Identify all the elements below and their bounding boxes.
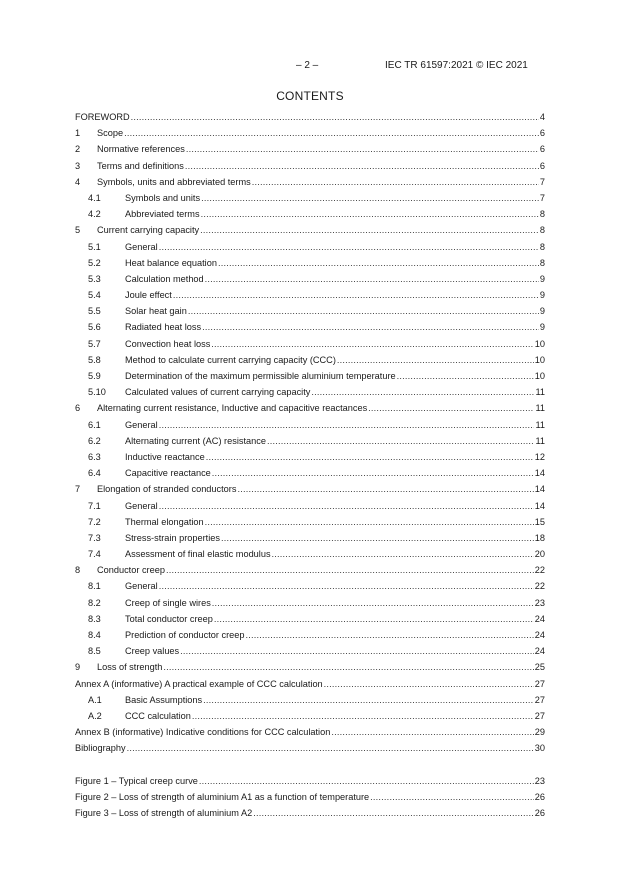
toc-entry-number: 8.2 [88,597,101,608]
toc-entry[interactable] [75,662,545,678]
dot-leader [212,598,534,608]
toc-entry-title: Creep of single wires [125,597,211,608]
toc-entry[interactable] [75,517,545,533]
toc-entry-number: 8.1 [88,581,101,592]
dot-leader [200,225,539,235]
toc-entry-number: 5.10 [88,387,106,398]
figure-entry-title: Figure 1 – Typical creep curve [75,775,198,786]
toc-entry-title: Annex B (informative) Indicative conditions for CCC calculation [75,727,331,738]
dot-leader [368,403,534,413]
toc-entry-title: Annex A (informative) A practical example of CCC calculation [75,678,323,689]
toc-entry-title: Heat balance equation [125,257,217,268]
toc-entry-number: 8.4 [88,630,101,640]
toc-entry-title: Abbreviated terms [125,209,200,220]
toc-entry[interactable] [75,258,545,274]
toc-entry[interactable] [75,743,545,759]
toc-entry[interactable] [75,533,545,549]
toc-entry[interactable] [75,695,545,711]
dot-leader [212,468,534,478]
toc-entry[interactable] [75,711,545,727]
toc-entry-page: 15 [534,516,545,527]
toc-entry[interactable] [75,436,545,452]
toc-entry-page: 18 [534,532,545,543]
toc-entry-number: 5.7 [88,338,101,349]
toc-entry-title: Total conductor creep [125,613,213,624]
toc-entry-number: 5.2 [88,257,101,268]
page-number: – 2 – [296,60,319,71]
dot-leader [159,242,539,252]
toc-entry-number: 5.8 [88,354,101,365]
dot-leader [163,662,533,672]
dot-leader [397,371,534,381]
dot-leader [201,193,539,203]
dot-leader [272,549,534,559]
toc-entry-number: 6.2 [88,435,101,446]
toc-entry[interactable] [75,112,545,128]
toc-entry-number: 4.2 [88,209,101,220]
toc-entry-title: General [125,581,158,592]
toc-entry[interactable] [75,727,545,743]
dot-leader [186,144,539,154]
dot-leader [159,581,534,591]
toc-entry-title: Conductor creep [97,565,165,576]
toc-entry-title: Convection heat loss [125,338,211,349]
toc-entry[interactable] [75,581,545,597]
toc-entry-title: FOREWORD [75,112,130,122]
toc-entry[interactable] [75,549,545,565]
toc-entry-number: A.2 [88,710,102,721]
toc-entry-title: Capacitive reactance [125,468,211,479]
toc-entry-title: Current carrying capacity [97,225,200,236]
toc-entry-page: 10 [534,354,545,365]
toc-entry[interactable] [75,630,545,646]
toc-entry-number: 5.4 [88,290,101,301]
toc-entry-title: Thermal elongation [125,516,204,527]
toc-entry-number: 8.5 [88,646,101,657]
toc-entry-number: 6.4 [88,468,101,479]
dot-leader [127,743,534,753]
toc-entry-title: Creep values [125,646,180,657]
figure-entry-page: 26 [534,807,545,818]
dot-leader [206,452,534,462]
toc-entry-title: Elongation of stranded conductors [97,484,237,495]
toc-entry-page: 24 [534,613,545,624]
toc-entry-number: 7.2 [88,516,101,527]
toc-entry-page: 4 [539,112,545,122]
toc-entry[interactable] [75,161,545,177]
toc-entry-page: 11 [535,435,545,446]
dot-leader [202,322,539,332]
toc-entry[interactable] [75,242,545,258]
toc-entry-title: CCC calculation [125,710,191,721]
toc-entry-number: 7.3 [88,532,101,543]
toc-entry-number: 7.1 [88,500,101,511]
toc-entry-page: 10 [534,338,545,349]
toc-entry-number: 1 [75,128,81,139]
toc-entry-page: 6 [539,128,545,139]
dot-leader [211,339,533,349]
toc-entry-page: 7 [539,192,545,203]
dot-leader [201,209,539,219]
toc-entry[interactable] [75,501,545,517]
toc-entry-title: Alternating current resistance, Inductive and capacitive reactances [97,403,368,414]
toc-entry-title: Bibliography [75,743,126,754]
toc-entry-page: 27 [534,710,545,721]
toc-entry[interactable] [75,177,545,193]
toc-entry[interactable] [75,355,545,371]
toc-entry-title: Loss of strength [97,662,163,673]
toc-entry-page: 12 [534,451,545,462]
toc-entry-page: 6 [539,144,545,155]
toc-entry-title: Prediction of conductor creep [125,630,245,640]
dot-leader [237,484,533,494]
toc-entry-number: 4 [75,176,81,187]
toc-entry[interactable] [75,387,545,403]
dot-leader [166,565,534,575]
figure-entry[interactable] [75,776,545,792]
toc-entry-page: 8 [539,225,545,236]
dot-leader [252,177,539,187]
toc-entry-title: Inductive reactance [125,451,205,462]
toc-entry-title: Joule effect [125,290,172,301]
toc-entry-number: 5.6 [88,322,101,333]
toc-entry[interactable] [75,371,545,387]
toc-entry-title: Basic Assumptions [125,694,203,705]
dot-leader [331,727,533,737]
dot-leader [311,387,534,397]
toc-entry[interactable] [75,339,545,355]
dot-leader [370,792,534,802]
dot-leader [246,630,534,640]
toc-entry-number: 3 [75,160,81,171]
toc-entry-page: 9 [539,273,545,284]
toc-entry-number: 5.5 [88,306,101,317]
toc-entry-page: 22 [534,565,545,576]
toc-entry-number: 6.3 [88,451,101,462]
toc-entry-page: 23 [534,597,545,608]
toc-entry[interactable] [75,420,545,436]
toc-entry-number: 5.1 [88,241,101,252]
toc-entry-page: 25 [534,662,545,673]
toc-entry-page: 30 [534,743,545,754]
toc-entry-title: Scope [97,128,124,139]
dot-leader [203,695,534,705]
toc-entry-page: 11 [535,387,545,398]
dot-leader [124,128,539,138]
toc-entry-number: 7 [75,484,81,495]
toc-entry-title: Calculated values of current carrying capacity [125,387,311,398]
document-reference: IEC TR 61597:2021 © IEC 2021 [385,60,528,71]
toc-entry-title: General [125,419,158,430]
toc-entry-title: Radiated heat loss [125,322,202,333]
toc-entry-number: A.1 [88,694,102,705]
toc-entry[interactable] [75,274,545,290]
toc-entry[interactable] [75,484,545,500]
toc-entry[interactable] [75,225,545,241]
toc-entry-number: 7.4 [88,549,101,560]
toc-entry-title: Symbols and units [125,192,201,203]
figure-entry[interactable] [75,808,545,824]
toc-entry[interactable] [75,322,545,338]
toc-entry-page: 14 [534,500,545,511]
toc-entry[interactable] [75,290,545,306]
toc-entry-page: 14 [534,484,545,495]
figure-entry[interactable] [75,792,545,808]
toc-entry-title: Terms and definitions [97,160,184,171]
toc-entry-number: 5.3 [88,273,101,284]
toc-entry[interactable] [75,306,545,322]
toc-entry-page: 22 [534,581,545,592]
toc-entry-title: General [125,500,158,511]
toc-entry[interactable] [75,565,545,581]
toc-entry-number: 8 [75,565,81,576]
toc-entry-title: Solar heat gain [125,306,187,317]
dot-leader [324,679,534,689]
toc-entry-number: 9 [75,662,81,673]
dot-leader [205,274,539,284]
dot-leader [192,711,534,721]
toc-entry[interactable] [75,679,545,695]
toc-entry[interactable] [75,144,545,160]
dot-leader [205,517,534,527]
dot-leader [131,112,539,122]
toc-entry-title: Alternating current (AC) resistance [125,435,266,446]
toc-entry-page: 24 [534,646,545,657]
toc-entry-title: Determination of the maximum permissible aluminium temperature [125,371,396,381]
toc-entry-page: 8 [539,241,545,252]
toc-entry-page: 29 [534,727,545,738]
toc-entry[interactable] [75,614,545,630]
toc-entry-page: 20 [534,549,545,560]
toc-entry[interactable] [75,452,545,468]
toc-entry[interactable] [75,598,545,614]
dot-leader [159,501,534,511]
figure-entry-page: 26 [534,791,545,802]
dot-leader [267,436,535,446]
toc-entry-page: 9 [539,306,545,317]
toc-entry-title: General [125,241,158,252]
toc-entry-title: Calculation method [125,273,204,284]
dot-leader [218,258,539,268]
dot-leader [253,808,534,818]
toc-entry[interactable] [75,468,545,484]
toc-entry-title: Assessment of final elastic modulus [125,549,271,560]
dot-leader [199,776,534,786]
toc-entry-title: Method to calculate current carrying capacity (CCC) [125,354,336,365]
toc-entry-title: Stress-strain properties [125,532,220,543]
dot-leader [185,161,539,171]
toc-entry-page: 11 [535,403,545,414]
toc-entry-page: 7 [539,176,545,187]
toc-entry-number: 5 [75,225,81,236]
dot-leader [159,420,535,430]
toc-entry[interactable] [75,646,545,662]
toc-entry[interactable] [75,128,545,144]
dot-leader [180,646,534,656]
toc-entry-page: 9 [539,290,545,301]
toc-entry-page: 9 [539,322,545,333]
toc-entry[interactable] [75,403,545,419]
toc-entry-number: 2 [75,144,81,155]
toc-entry-number: 6.1 [88,419,101,430]
toc-entry[interactable] [75,193,545,209]
toc-entry-title: Normative references [97,144,185,155]
toc-entry-page: 8 [539,209,545,220]
figure-entry-page: 23 [534,775,545,786]
dot-leader [188,306,539,316]
toc-entry[interactable] [75,209,545,225]
toc-entry-page: 6 [539,160,545,171]
dot-leader [173,290,539,300]
toc-entry-number: 8.3 [88,613,101,624]
dot-leader [221,533,534,543]
section-spacer [75,760,545,776]
contents-title: CONTENTS [276,89,344,103]
table-of-contents [75,112,545,824]
dot-leader [337,355,534,365]
toc-entry-number: 5.9 [88,371,101,381]
toc-entry-number: 4.1 [88,192,101,203]
toc-entry-page: 14 [534,468,545,479]
toc-entry-page: 27 [534,694,545,705]
toc-entry-page: 10 [534,371,545,381]
toc-entry-page: 24 [534,630,545,640]
figure-entry-title: Figure 2 – Loss of strength of aluminium A1 as a function of temperature [75,791,370,802]
dot-leader [214,614,534,624]
toc-entry-page: 27 [534,678,545,689]
toc-entry-page: 11 [535,419,545,430]
toc-entry-number: 6 [75,403,81,414]
toc-entry-title: Symbols, units and abbreviated terms [97,176,251,187]
toc-entry-page: 8 [539,257,545,268]
figure-entry-title: Figure 3 – Loss of strength of aluminium A2 [75,807,253,818]
